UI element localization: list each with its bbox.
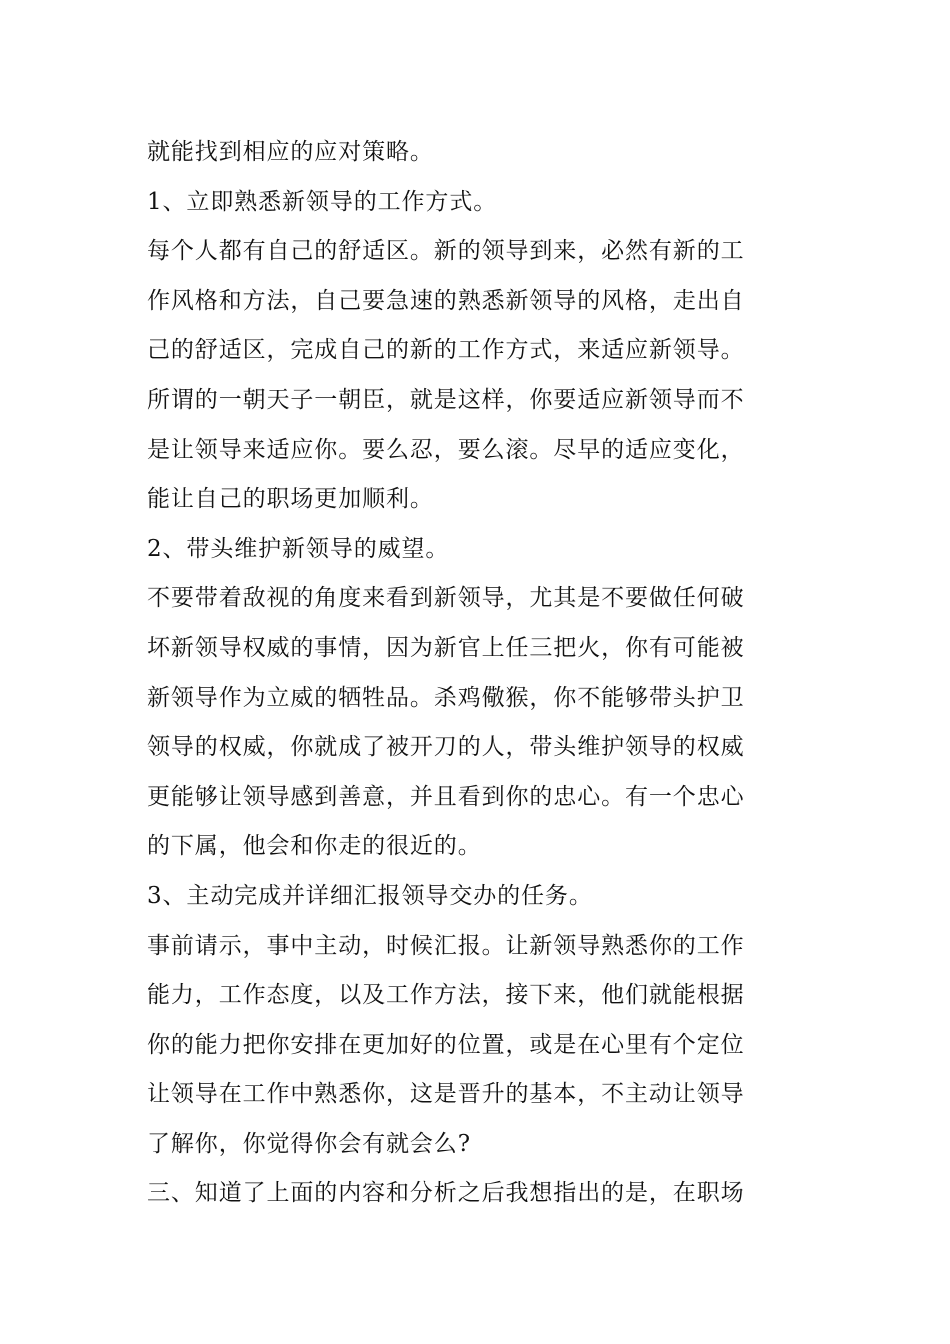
paragraph-line: 不要带着敌视的角度来看到新领导，尤其是不要做任何破	[147, 585, 745, 612]
paragraph-line: 的下属，他会和你走的很近的。	[147, 833, 482, 860]
paragraph-line: 能让自己的职场更加顺利。	[147, 486, 434, 513]
paragraph-line: 是让领导来适应你。要么忍，要么滚。尽早的适应变化，	[147, 436, 745, 463]
paragraph-line: 你的能力把你安排在更加好的位置，或是在心里有个定位	[147, 1031, 745, 1058]
paragraph-line: 作风格和方法，自己要急速的熟悉新领导的风格，走出自	[147, 287, 745, 314]
section-heading-2: 2、带头维护新领导的威望。	[147, 535, 450, 562]
paragraph-line: 己的舒适区，完成自己的新的工作方式，来适应新领导。	[147, 337, 745, 364]
paragraph-line: 更能够让领导感到善意，并且看到你的忠心。有一个忠心	[147, 783, 745, 810]
section-heading-3: 3、主动完成并详细汇报领导交办的任务。	[147, 882, 593, 909]
section-heading-1: 1、立即熟悉新领导的工作方式。	[147, 188, 498, 215]
paragraph-line: 事前请示，事中主动，时候汇报。让新领导熟悉你的工作	[147, 932, 745, 959]
paragraph-line: 新领导作为立威的牺牲品。杀鸡儆猴，你不能够带头护卫	[147, 684, 745, 711]
paragraph-line: 能力，工作态度，以及工作方法，接下来，他们就能根据	[147, 982, 745, 1009]
paragraph-line: 所谓的一朝天子一朝臣，就是这样，你要适应新领导而不	[147, 386, 745, 413]
paragraph-line: 坏新领导权威的事情，因为新官上任三把火，你有可能被	[147, 634, 745, 661]
paragraph-line: 领导的权威，你就成了被开刀的人，带头维护领导的权威	[147, 734, 745, 761]
document-body	[147, 128, 807, 1219]
paragraph-line: 就能找到相应的应对策略。	[147, 139, 434, 165]
paragraph-line: 了解你，你觉得你会有就会么?	[147, 1130, 471, 1157]
section-heading-san: 三、知道了上面的内容和分析之后我想指出的是，在职场	[147, 1180, 745, 1207]
paragraph-line: 每个人都有自己的舒适区。新的领导到来，必然有新的工	[147, 238, 745, 265]
paragraph-line: 让领导在工作中熟悉你，这是晋升的基本，不主动让领导	[147, 1081, 745, 1108]
